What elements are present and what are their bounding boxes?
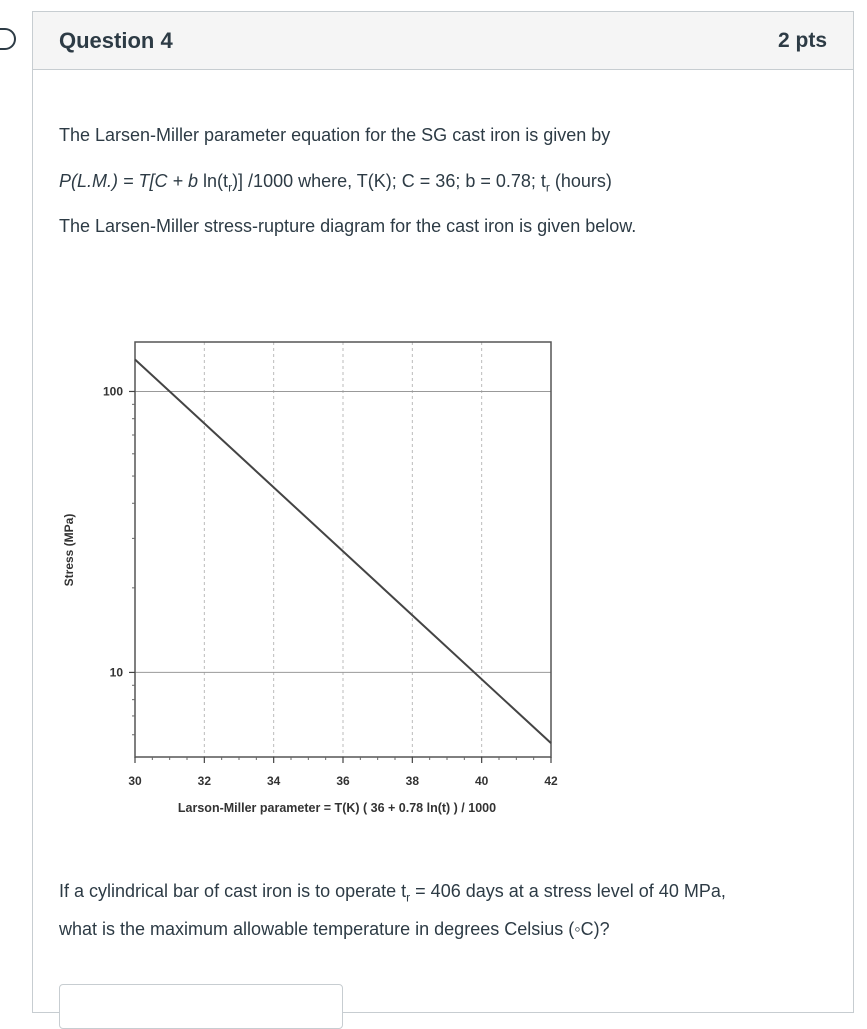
question-points: 2 pts: [777, 28, 827, 52]
y-tick-label: 10: [109, 665, 123, 680]
x-tick-label: 36: [336, 774, 350, 788]
x-tick-label: 34: [266, 774, 281, 788]
larsen-miller-chart: [62, 330, 607, 840]
equation-sub-r: r: [228, 180, 233, 195]
question-flag-icon[interactable]: [0, 28, 16, 50]
question-sub-r: r: [406, 890, 411, 905]
x-tick-label: 38: [405, 774, 420, 788]
question-part1: If a cylindrical bar of cast iron is to operate t: [59, 881, 407, 901]
x-tick-label: 30: [128, 774, 142, 788]
x-tick-labels: [128, 774, 558, 788]
question-card: [32, 11, 854, 1013]
question-text: [59, 876, 829, 945]
y-tick-label: 100: [102, 384, 123, 399]
equation-hours: (hours): [549, 171, 612, 191]
chart-grid: [135, 342, 551, 757]
equation-rest: )] /1000 where, T(K); C = 36; b = 0.78; t: [232, 171, 546, 191]
x-tick-label: 40: [474, 774, 489, 788]
answer-input[interactable]: [59, 984, 343, 1029]
y-tick-labels: [103, 384, 123, 679]
x-tick-label: 32: [197, 774, 212, 788]
equation-lhs: P(L.M.) = T[C + b: [59, 171, 204, 191]
equation-ln: ln(t: [203, 171, 229, 191]
question-part2: = 406 days at a stress level of 40 MPa,: [410, 881, 726, 901]
equation-text: [59, 171, 612, 195]
diagram-caption: The Larsen-Miller stress-rupture diagram for the cast iron is given below.: [59, 216, 637, 236]
question-header: [33, 12, 853, 70]
intro-text: The Larsen-Miller parameter equation for the SG cast iron is given by: [59, 125, 611, 145]
y-axis-label: Stress (MPa): [62, 513, 76, 587]
chart-ticks: [129, 391, 551, 763]
equation-sub-r2: r: [545, 180, 550, 195]
x-axis-label: Larson-Miller parameter = T(K) ( 36 + 0.78 ln(t) ) / 1000: [177, 801, 497, 815]
question-line2: what is the maximum allowable temperature in degrees Celsius (◦C)?: [59, 918, 610, 939]
question-title: Question 4: [59, 27, 173, 53]
x-tick-label: 42: [544, 774, 558, 788]
